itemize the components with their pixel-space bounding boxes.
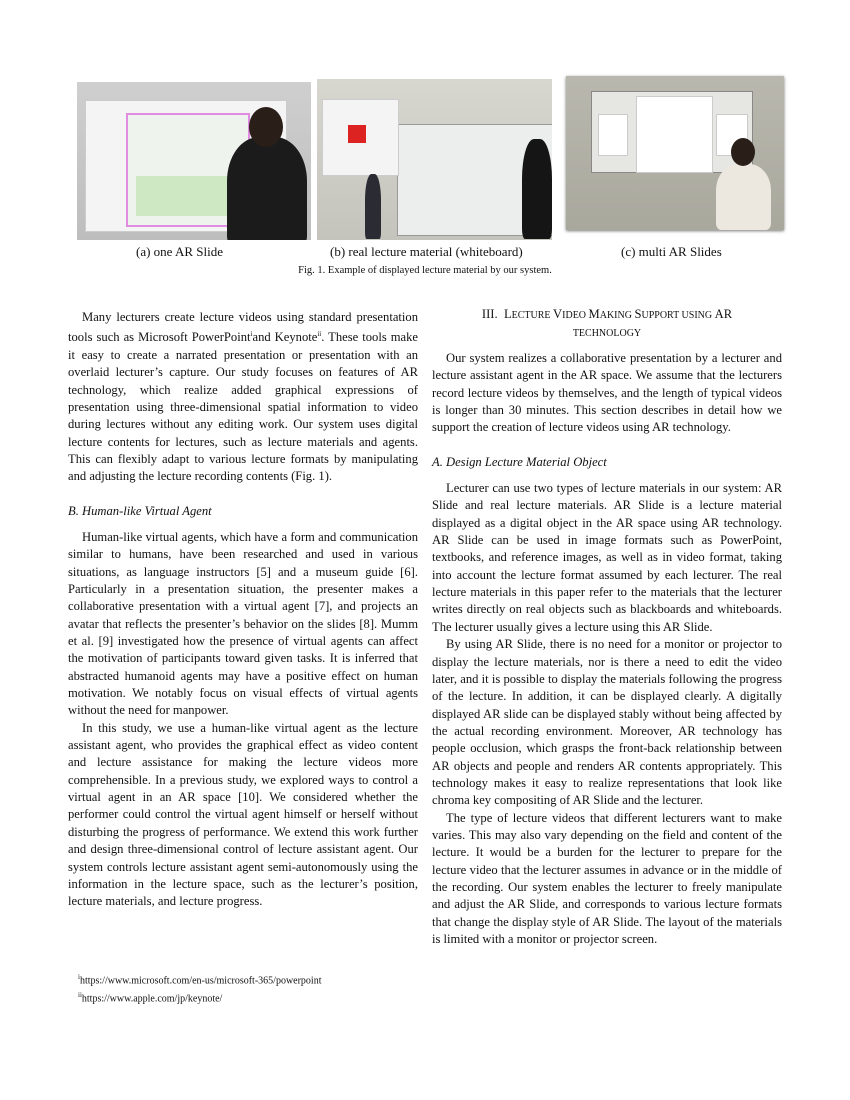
virtual-agent [365,174,381,239]
footnote-mark: ii [78,991,82,1000]
lecturer-head [731,138,755,166]
paragraph [68,309,418,486]
footnote-url: https://www.microsoft.com/en-us/microsoft-365/powerpoint [79,975,322,987]
paragraph: Human-like virtual agents, which have a form and communication similar to humans, have been researched and used in various situations, as language instructors [5] and a museum guide [6]. Particularly in a presentation situation, the presenter makes a collaborative presentation with a virtual agent [7], and projects an avatar that reflects the presenter’s behavior on the slides [8]. Mumm et al. [9] investigated how the presence of virtual agents can affect the motivation of participants toward given tasks. It is inferred that abstracted humanoid agents may have a positive effect on human motivation. We notably focus on visual effects of virtual agents without the need for manpower. [68,529,418,718]
lecturer [522,139,552,239]
text: M [588,307,600,321]
text: S [634,307,642,321]
paragraph: The type of lecture videos that different lecturers want to make varies. This may also vary depending on the field and content of the lecture. It would be a burden for the lecturer to prepare for the lecture video that the lecturer assumes in advance or in the middle of the recording. Our system enables the lecturer to freely manipulate and adjust the AR Slide, and corresponds to various lecture formats that change the display style of AR Slide. The layout of the materials is limited with a monitor or projector screen. [432,810,782,946]
paragraph: Lecturer can use two types of lecture materials in our system: AR Slide and real lecture materials. AR Slide is a lecture material displayed as a digital object in the AR space using AR technology. AR Slide can be used in image formats such as PowerPoint, textbooks, and reference images, as well as in video format, taking into account the lecture format assumed by each lecturer. The real lecture materials in this paper refer to the materials that the lecturer writes directly on real objects such as blackboards and whiteboards. The lecturer usually gives a lecture using this AR Slide. [432,481,782,634]
subfigure-caption-b: (b) real lecture material (whiteboard) [330,244,523,259]
paragraph: Our system realizes a collaborative presentation by a lecturer and lecture assistant agent in the AR space. We assume that the lecturers record lecture videos by themselves, and the length of typical videos is longer than 30 minutes. This section describes in detail how we support the creation of lecture videos using AR technology. [432,351,782,435]
text: UPPORT USING [641,310,715,321]
footnote-mark: i [250,330,253,339]
lecturer [716,164,771,230]
ar-slide-left [598,114,628,156]
text: and Keynote [252,330,318,345]
figure-1b-image [317,79,552,240]
footnote-url: https://www.apple.com/jp/keynote/ [81,993,223,1005]
text: . These tools make it easy to create a narrated presentation or presentation with an overlaid lecturer’s capture. Our study focuses on features of AR technology, which realize added graphical expressions of presentation using three-dimensional spatial information to video during lectures without any editing work. Our system uses digital lecture contents for lectures, such as lecture materials and agents. This can flexibly adapt to various lecture formats by manipulating and adjusting the lecture recording contents (Fig. 1). [68,330,419,484]
section-number: III. [481,307,498,321]
figure-1c-image [566,76,784,230]
subsection-heading: B. Human-like Virtual Agent [68,503,212,518]
text: L [503,307,512,321]
ar-slide-main [636,96,713,173]
text: AKING [599,310,635,321]
text: TECHNOLOGY [572,328,642,339]
footnote-mark: ii [317,330,322,339]
figure-caption: Fig. 1. Example of displayed lecture material by our system. [298,265,552,276]
paragraph: In this study, we use a human-like virtual agent as the lecture assistant agent, who provides the graphical effect as video content and lecture assistance for making the lecture videos more comprehensible. In a previous study, we explored ways to control a virtual agent in an AR space [10]. We considered whether the performer could control the virtual agent himself or herself without disturbing the progress of performance. We extend this work further and design three-dimensional control of lecture assistant agent. Our system controls lecture assistant agent semi-autonomously using the information in the lecture space, such as the lecturer’s position, lecture materials, and lecture progress. [68,720,418,909]
subfigure-caption-c: (c) multi AR Slides [621,244,722,259]
footnote-mark: i [78,973,80,981]
text: V [553,307,563,321]
text: Many lecturers create lecture videos using standard presentation tools such as Microsoft PowerPoint [68,310,418,345]
paragraph: By using AR Slide, there is no need for a monitor or projector to display the lecture materials, nor is there a need to edit the video later, and it is possible to display the materials following the progress of the lecture. In addition, it can be displayed clearly. A digitally displayed AR slide can be displayed stably without being affected by the actual recording environment. Moreover, AR technology has people occlusion, which grasps the front-back relationship between AR objects and people and renders AR contents appropriately. This technology makes it easy to realize representations that look like chroma key compositing of AR Slide and the lecturer. [432,637,782,808]
subsection-heading: A. Design Lecture Material Object [432,454,607,469]
subfigure-caption-a: (a) one AR Slide [136,244,224,259]
right-column [432,306,782,948]
footnote [78,970,322,988]
ar-slide [322,99,399,176]
footnote [78,988,322,1006]
footnotes [78,970,322,1007]
text: IDEO [562,310,589,321]
text: AR [714,307,733,321]
lecturer-head [249,107,283,147]
lecturer [227,137,307,240]
section-heading [432,306,782,342]
left-column [68,309,418,911]
figure-1a-image [77,82,311,240]
text: ECTURE [511,310,554,321]
